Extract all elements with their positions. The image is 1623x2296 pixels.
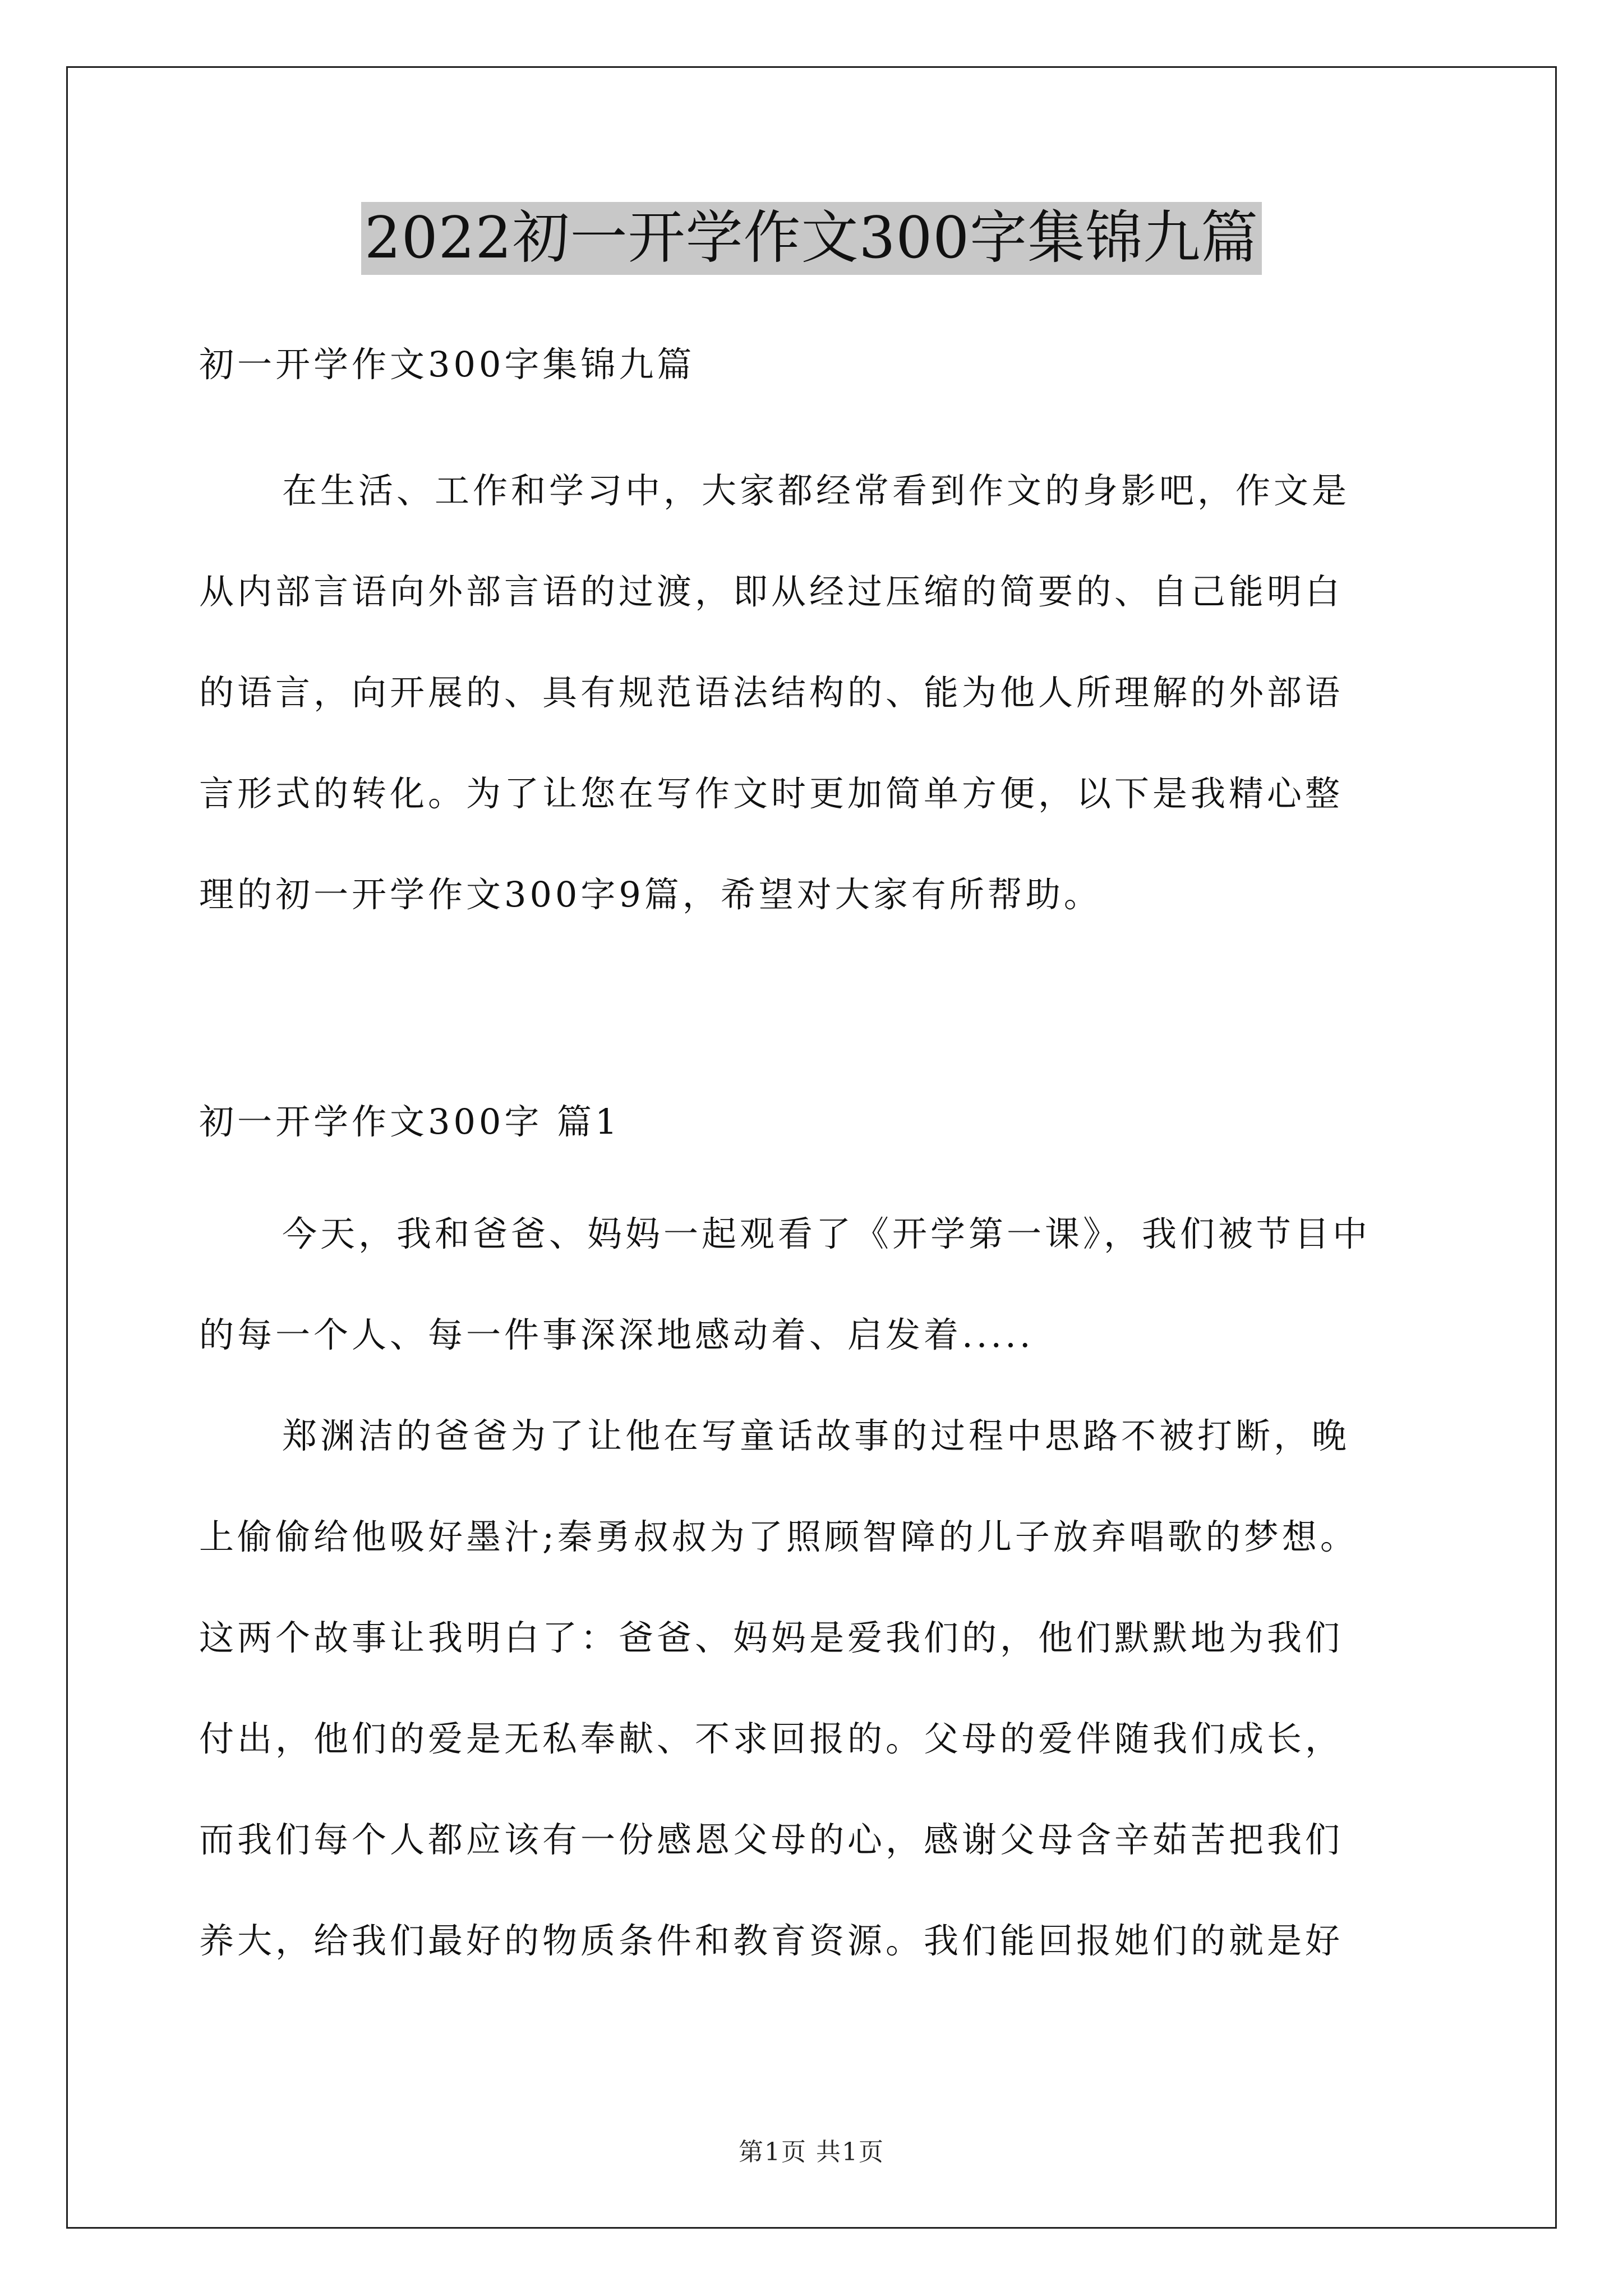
paragraph-2: [199, 1386, 1433, 1991]
paragraph-line: 上偷偷给他吸好墨汁;秦勇叔叔为了照顾智障的儿子放弃唱歌的梦想。: [199, 1516, 1358, 1557]
page-footer: 第1页 共1页: [739, 2138, 884, 2166]
intro-line: 言形式的转化。为了让您在写作文时更加简单方便，以下是我精心整: [199, 773, 1344, 814]
paragraph-line: 付出，他们的爱是无私奉献、不求回报的。父母的爱伴随我们成长，: [199, 1718, 1344, 1759]
section-heading: 初一开学作文300字 篇1: [199, 1101, 621, 1142]
intro-line: 理的初一开学作文300字9篇，希望对大家有所帮助。: [199, 874, 1102, 915]
paragraph-line: 今天，我和爸爸、妈妈一起观看了《开学第一课》，我们被节目中: [282, 1213, 1371, 1254]
paragraph-line: 的每一个人、每一件事深深地感动着、启发着.....: [199, 1314, 1034, 1355]
paragraph-line: 养大，给我们最好的物质条件和教育资源。我们能回报她们的就是好: [199, 1920, 1344, 1961]
intro-paragraph: [199, 440, 1433, 945]
intro-line: 从内部言语向外部言语的过渡，即从经过压缩的简要的、自己能明白: [199, 571, 1344, 612]
paragraph-line: 而我们每个人都应该有一份感恩父母的心，感谢父母含辛茹苦把我们: [199, 1819, 1344, 1860]
document-subtitle: 初一开学作文300字集锦九篇: [199, 344, 695, 385]
paragraph-line: 这两个故事让我明白了：爸爸、妈妈是爱我们的，他们默默地为我们: [199, 1617, 1344, 1658]
paragraph-1: [199, 1184, 1433, 1386]
paragraph-line: 郑渊洁的爸爸为了让他在写童话故事的过程中思路不被打断，晚: [282, 1415, 1350, 1456]
document-title: 2022初一开学作文300字集锦九篇: [361, 202, 1262, 275]
title-container: [0, 202, 1623, 275]
intro-line: 在生活、工作和学习中，大家都经常看到作文的身影吧，作文是: [282, 470, 1350, 511]
intro-line: 的语言，向开展的、具有规范语法结构的、能为他人所理解的外部语: [199, 672, 1344, 713]
